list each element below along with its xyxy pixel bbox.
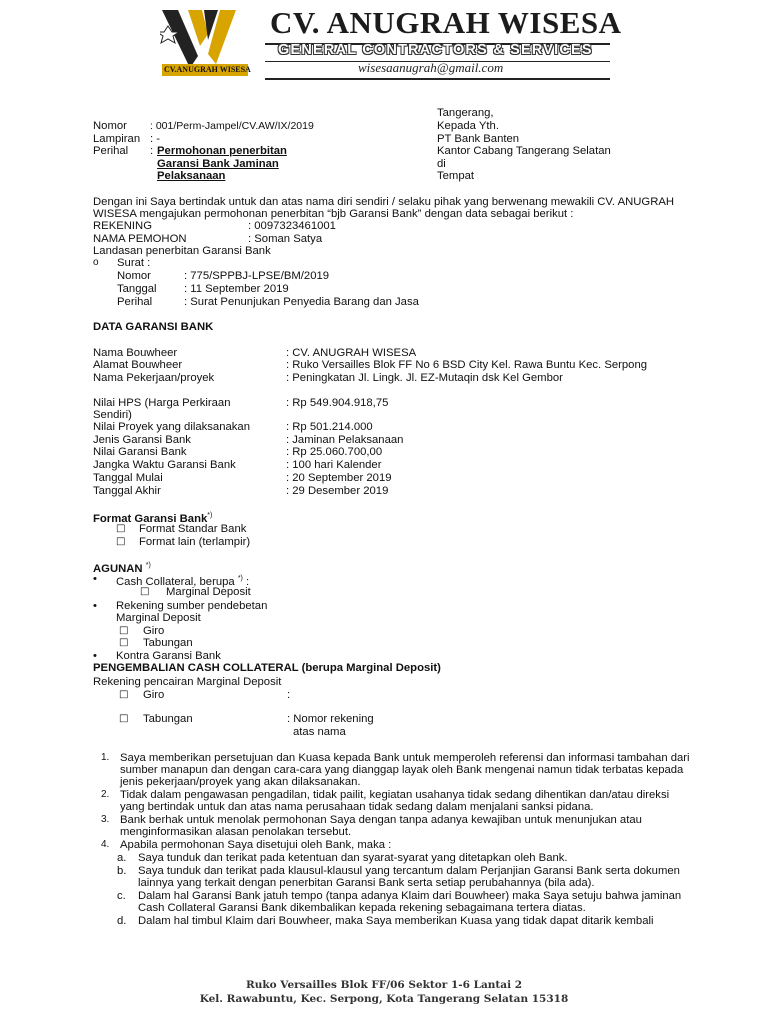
surat-label: Surat : — [117, 257, 151, 269]
data-row-label: Tanggal Mulai — [93, 472, 163, 484]
substatement-letter: a. — [117, 852, 127, 864]
giro-option: Giro — [143, 625, 165, 637]
footnote-marker: *) — [207, 512, 213, 519]
bullet-o: o — [93, 257, 99, 268]
data-row-label: Alamat Bouwheer — [93, 359, 183, 371]
data-row-label: Nilai Garansi Bank — [93, 446, 187, 458]
surat-tanggal-label: Tanggal — [117, 283, 157, 295]
bullet-icon: • — [93, 600, 97, 612]
giro-option: Giro — [143, 689, 165, 701]
nomor-value: : 001/Perm-Jampel/CV.AW/IX/2019 — [150, 120, 314, 132]
letterhead-divider — [265, 78, 610, 80]
perihal-line: Permohonan penerbitan — [157, 145, 287, 157]
pengembalian-heading: PENGEMBALIAN CASH COLLATERAL (berupa Marginal Deposit) — [93, 662, 441, 674]
statement-text: Bank berhak untuk menolak permohonan Saya dengan tanpa adanya kewajiban untuk menunjukan atau — [120, 814, 642, 826]
checkbox-icon[interactable]: □ — [119, 713, 129, 724]
statement-text: yang bertindak untuk dan atas nama perusahaan tidak sedang dalam menjalani sanksi pidana. — [120, 801, 594, 813]
tabungan-value-cont: atas nama — [293, 726, 346, 738]
statement-text: sumber manapun dan dengan cara-cara yang dianggap layak oleh Bank mengenai namun tidak terbatas kepada — [120, 764, 684, 776]
surat-nomor-label: Nomor — [117, 270, 151, 282]
substatement-text: Dalam hal Garansi Bank jatuh tempo (tanpa adanya Klaim dari Bouwheer) maka Saya setuju bahwa jaminan — [138, 890, 682, 902]
data-row-value: : 29 Desember 2019 — [286, 485, 389, 497]
company-tagline: GENERAL CONTRACTORS & SERVICES — [278, 42, 593, 58]
footer-address: Ruko Versailles Blok FF/06 Sektor 1-6 Lantai 2 — [245, 979, 523, 991]
statement-text: Saya memberikan persetujuan dan Kuasa kepada Bank untuk memperoleh referensi dan informasi tambahan dari — [120, 752, 690, 764]
tabungan-value: : Nomor rekening — [287, 713, 374, 725]
substatement-letter: d. — [117, 915, 127, 927]
checkbox-icon[interactable]: □ — [119, 689, 129, 700]
data-row-label: Nama Bouwheer — [93, 347, 178, 359]
recipient-tempat: Tempat — [437, 170, 475, 182]
nomor-label: Nomor — [93, 120, 127, 132]
recipient-bank: PT Bank Banten — [437, 133, 520, 145]
bullet-icon: • — [93, 650, 97, 662]
perihal-line: Garansi Bank Jaminan — [157, 158, 279, 170]
recipient-di: di — [437, 158, 446, 170]
data-row-value: : 20 September 2019 — [286, 472, 392, 484]
company-logo — [160, 6, 250, 78]
statement-text: jenis pekerjaan/proyek yang akan dilaksanakan. — [120, 776, 361, 788]
data-row-value: : CV. ANUGRAH WISESA — [286, 347, 417, 359]
substatement-text: Saya tunduk dan terikat pada klausul-klausul yang tercantum dalam Perjanjian Garansi Bank serta dokumen — [138, 865, 680, 877]
data-row-value: : Peningkatan Jl. Lingk. Jl. EZ-Mutaqin dsk Kel Gembor — [286, 372, 563, 384]
data-row-value: : Rp 501.214.000 — [286, 421, 373, 433]
intro-text: Dengan ini Saya bertindak untuk dan atas nama diri sendiri / selaku pihak yang berwenang mewakili CV. ANUGRAH — [93, 196, 675, 208]
statement-number: 1. — [101, 752, 110, 763]
perihal-colon: : — [150, 145, 154, 157]
recipient-kepada: Kepada Yth. — [437, 120, 499, 132]
rekening-sumber: Rekening sumber pendebetan — [116, 600, 268, 612]
hps-value: : Rp 549.904.918,75 — [286, 397, 389, 409]
logo-text: CV.ANUGRAH WISESA — [164, 65, 251, 74]
data-garansi-heading: DATA GARANSI BANK — [93, 321, 214, 333]
data-row-label: Jangka Waktu Garansi Bank — [93, 459, 236, 471]
rekening-sumber-cont: Marginal Deposit — [116, 612, 201, 624]
agunan-heading-text: AGUNAN — [93, 562, 143, 575]
substatement-text: Cash Collateral Garansi Bank dikembalikan kepada rekening sebagaimana tertera diatas. — [138, 902, 586, 914]
checkbox-icon[interactable]: □ — [116, 523, 126, 534]
format-option: Format lain (terlampir) — [139, 536, 251, 548]
data-row-value: : Rp 25.060.700,00 — [286, 446, 383, 458]
footnote-marker: *) — [237, 575, 243, 582]
recipient-branch: Kantor Cabang Tangerang Selatan — [437, 145, 611, 157]
format-garansi-heading-text: Format Garansi Bank — [93, 512, 208, 525]
checkbox-icon[interactable]: □ — [116, 536, 126, 547]
tabungan-option: Tabungan — [143, 637, 193, 649]
statement-text: menginformasikan alasan penolakan tersebut. — [120, 826, 352, 838]
rekening-label: REKENING — [93, 220, 153, 232]
statement-number: 3. — [101, 814, 110, 825]
cash-collateral-label: Cash Collateral, berupa — [116, 575, 235, 588]
surat-tanggal-value: : 11 September 2019 — [184, 283, 289, 295]
format-option: Format Standar Bank — [139, 523, 247, 535]
statement-text: Tidak dalam pengawasan pengadilan, tidak pailit, kegiatan usahanya tidak sedang dihentikan dan/atau direksi — [120, 789, 670, 801]
rekening-pencairan: Rekening pencairan Marginal Deposit — [93, 676, 282, 688]
data-row-label: Tanggal Akhir — [93, 485, 161, 497]
checkbox-icon[interactable]: □ — [119, 625, 129, 636]
checkbox-icon[interactable]: □ — [140, 586, 150, 597]
bullet-icon: • — [93, 573, 97, 585]
company-name: CV. ANUGRAH WISESA — [270, 5, 622, 40]
data-row-label: Jenis Garansi Bank — [93, 434, 191, 446]
data-row-value: : Jaminan Pelaksanaan — [286, 434, 404, 446]
surat-perihal-label: Perihal — [117, 296, 153, 308]
pemohon-value: : Soman Satya — [248, 233, 323, 245]
hps-label-cont: Sendiri) — [93, 409, 132, 421]
footnote-marker: *) — [145, 562, 151, 569]
giro-value: : — [287, 689, 291, 701]
substatement-letter: b. — [117, 865, 127, 877]
cash-collateral-colon: : — [246, 575, 250, 588]
footer-address: Kel. Rawabuntu, Kec. Serpong, Kota Tangerang Selatan 15318 — [199, 993, 569, 1005]
substatement-text: Saya tunduk dan terikat pada ketentuan dan syarat-syarat yang ditetapkan oleh Bank. — [138, 852, 568, 864]
marginal-deposit: Marginal Deposit — [166, 586, 251, 598]
recipient-city: Tangerang, — [437, 107, 494, 119]
tabungan-option: Tabungan — [143, 713, 193, 725]
checkbox-icon[interactable]: □ — [119, 637, 129, 648]
data-row-label: Nama Pekerjaan/proyek — [93, 372, 215, 384]
lampiran-value: : - — [150, 133, 161, 145]
intro-text: WISESA mengajukan permohonan penerbitan “bjb Garansi Bank” dengan data sebagai berikut : — [93, 208, 574, 220]
kontra-garansi: Kontra Garansi Bank — [116, 650, 221, 662]
surat-nomor-value: : 775/SPPBJ-LPSE/BM/2019 — [184, 270, 330, 282]
data-row-value: : Ruko Versailles Blok FF No 6 BSD City Kel. Rawa Buntu Kec. Serpong — [286, 359, 648, 371]
perihal-label: Perihal — [93, 145, 129, 157]
lampiran-label: Lampiran — [93, 133, 141, 145]
statement-text: Apabila permohonan Saya disetujui oleh Bank, maka : — [120, 839, 392, 851]
substatement-letter: c. — [117, 890, 126, 902]
rekening-value: : 0097323461001 — [248, 220, 336, 232]
perihal-line: Pelaksanaan — [157, 170, 226, 182]
statement-number: 4. — [101, 839, 110, 850]
company-email: wisesaanugrah@gmail.com — [358, 60, 504, 75]
pemohon-label: NAMA PEMOHON — [93, 233, 187, 245]
substatement-text: Dalam hal timbul Klaim dari Bouwheer, maka Saya memberikan Kuasa yang tidak dapat ditarik kembali — [138, 915, 654, 927]
hps-label: Nilai HPS (Harga Perkiraan — [93, 397, 231, 409]
data-row-value: : 100 hari Kalender — [286, 459, 382, 471]
substatement-text: lainnya yang terkait dengan penerbitan Garansi Bank serta setiap perubahannya (bila ada). — [138, 877, 595, 889]
data-row-label: Nilai Proyek yang dilaksanakan — [93, 421, 250, 433]
statement-number: 2. — [101, 789, 110, 800]
landasan-text: Landasan penerbitan Garansi Bank — [93, 245, 271, 257]
surat-perihal-value: : Surat Penunjukan Penyedia Barang dan Jasa — [184, 296, 419, 308]
